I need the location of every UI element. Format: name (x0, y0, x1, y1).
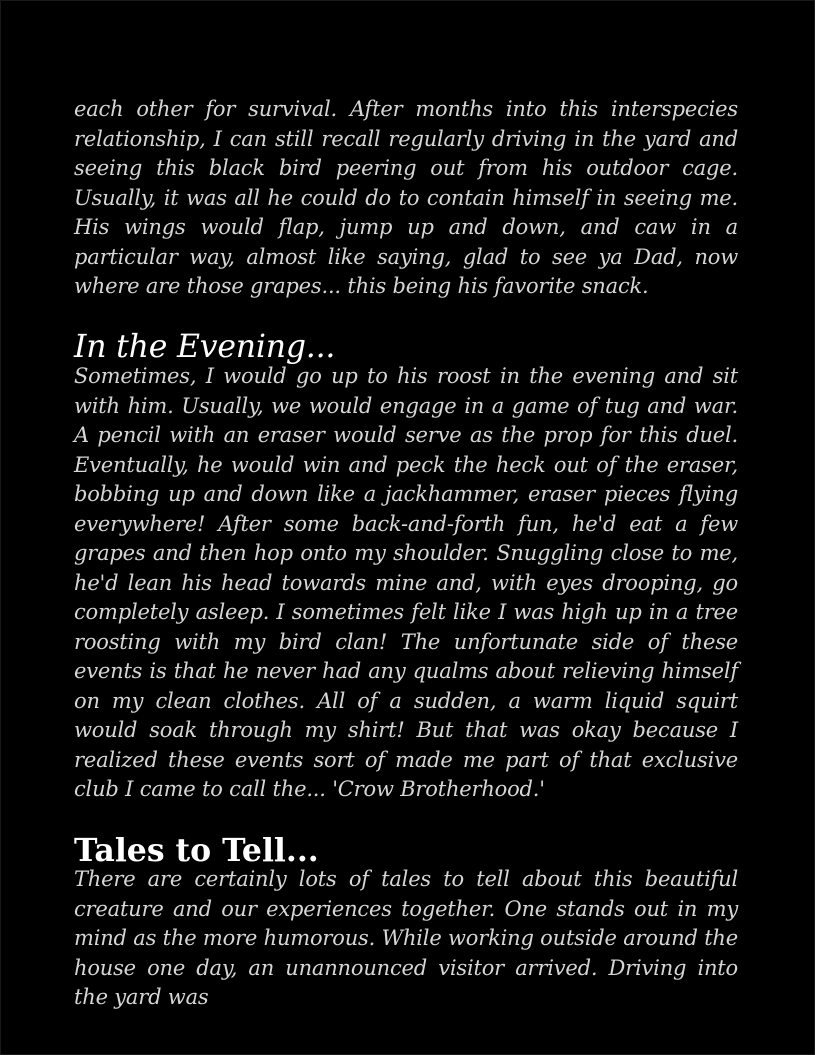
section-heading-tales: Tales to Tell... (74, 831, 319, 869)
section-heading-evening: In the Evening... (74, 328, 336, 365)
document-page (74, 95, 738, 1013)
section-body-evening: Sometimes, I would go up to his roost in the evening and sit with him. Usually, we would engage in a game of tug and war. A pencil with an eraser would serve as the prop for this duel. Eventually, he would win and peck the heck out of the eraser, bobbing up and down like a jackhammer, eraser pieces flying everywhere! After some back-and-forth fun, he'd eat a few grapes and then hop onto my shoulder. Snuggling close to me, he'd lean his head towards mine and, with eyes drooping, go completely asleep. I sometimes felt like I was high up in a tree roosting with my bird clan! The unfortunate side of these events is that he never had any qualms about relieving himself on my clean clothes. All of a sudden, a warm liquid squirt would soak through my shirt! But that was okay because I realized these events sort of made me part of that exclusive club I came to call the... 'Crow Brotherhood.' (74, 364, 738, 801)
intro-paragraph: each other for survival. After months into this interspecies relationship, I can still recall regularly driving in the yard and seeing this black bird peering out from his outdoor cage. Usually, it was all he could do to contain himself in seeing me. His wings would flap, jump up and down, and caw in a particular way, almost like saying, glad to see ya Dad, now where are those grapes... this being his favorite snack. (74, 97, 738, 298)
section-body-tales: There are certainly lots of tales to tell about this beautiful creature and our experiences together. One stands out in my mind as the more humorous. While working outside around the house one day, an unannounced visitor arrived. Driving into the yard was (74, 867, 738, 1009)
